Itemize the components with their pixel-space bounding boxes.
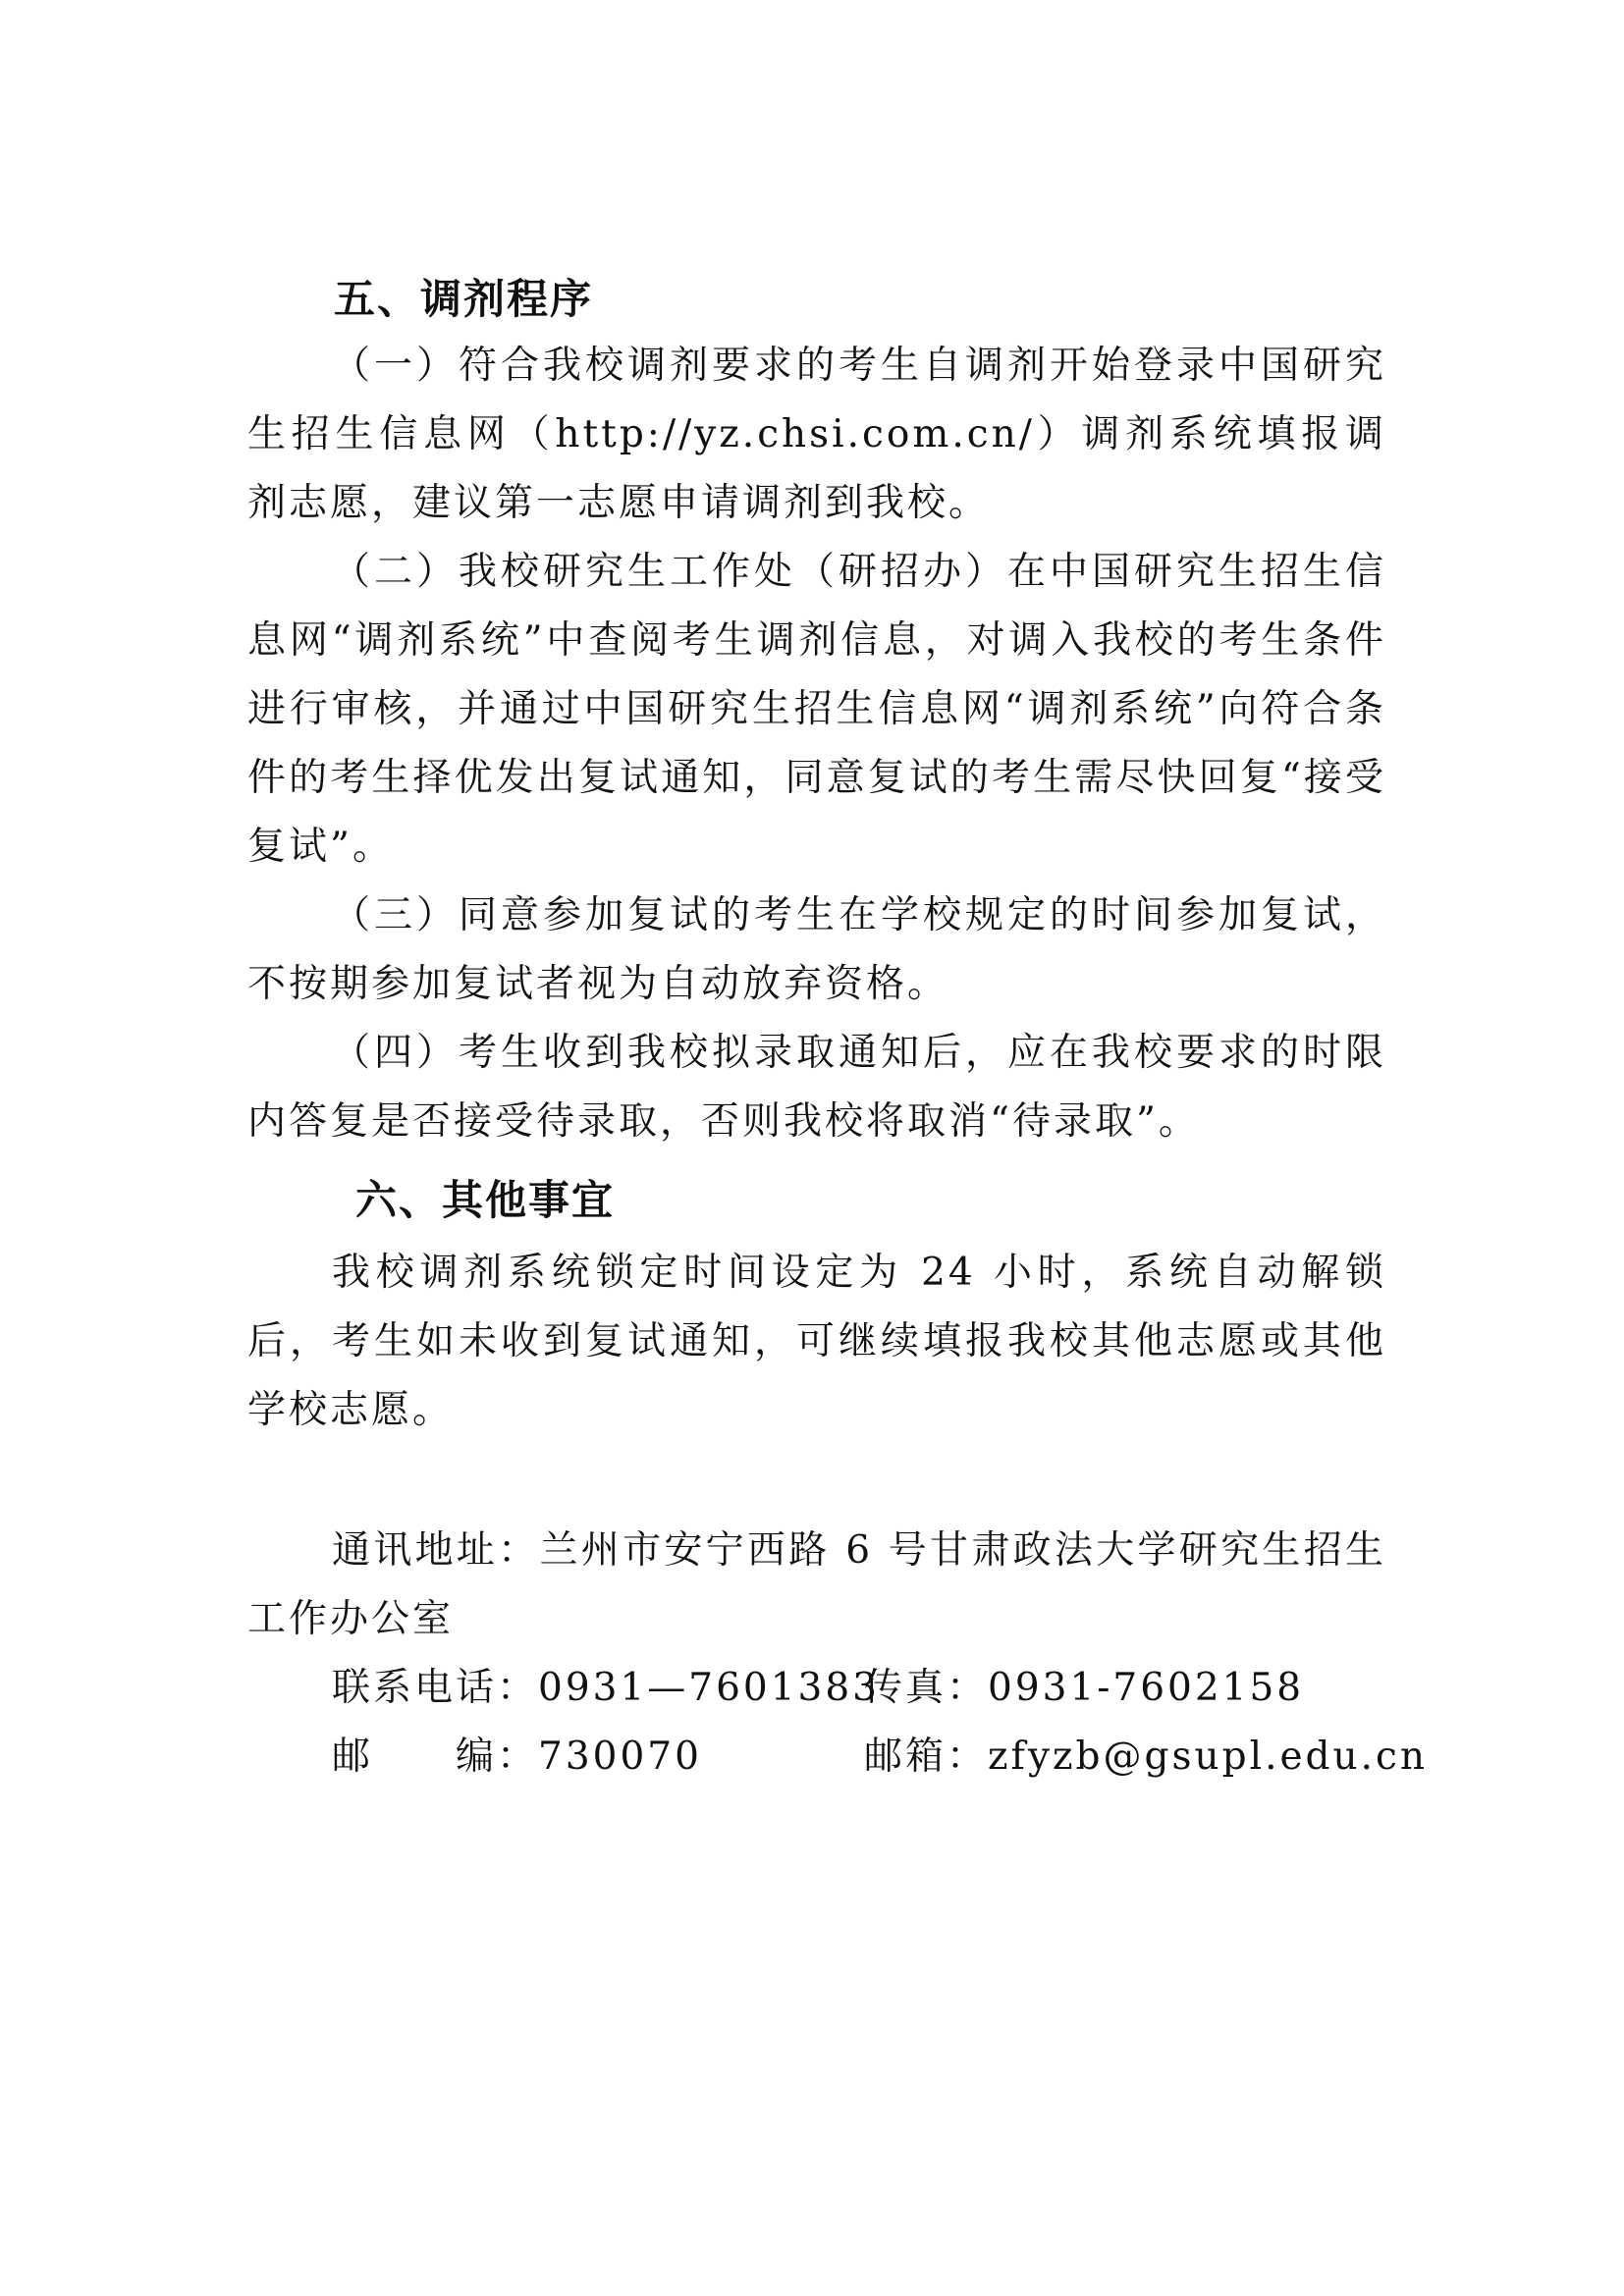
contact-fax: 传真：0931-7602158 xyxy=(864,1666,1305,1710)
paragraph-procedure-1: （一）符合我校调剂要求的考生自调剂开始登录中国研究生招生信息网（http://yz.chsi.com.cn/）调剂系统填报调剂志愿，建议第一志愿申请调剂到我校。 xyxy=(247,344,1386,525)
section-heading-adjustment-procedure: 五、调剂程序 xyxy=(334,275,594,323)
paragraph-procedure-4: （四）考生收到我校拟录取通知后，应在我校要求的时限内答复是否接受待录取，否则我校将取消“待录取”。 xyxy=(247,1031,1386,1144)
section-heading-other-matters: 六、其他事宜 xyxy=(355,1176,616,1224)
contact-address: 通讯地址：兰州市安宁西路 6 号甘肃政法大学研究生招生工作办公室 xyxy=(247,1528,1386,1641)
contact-phone: 联系电话：0931—7601383 xyxy=(332,1666,880,1710)
contact-email: 邮箱：zfyzb@gsupl.edu.cn xyxy=(864,1735,1428,1779)
contact-postcode-label: 邮 编： xyxy=(332,1735,539,1779)
paragraph-other-matters: 我校调剂系统锁定时间设定为 24 小时，系统自动解锁后，考生如未收到复试通知，可继续填报我校其他志愿或其他学校志愿。 xyxy=(247,1251,1386,1432)
contact-postcode-value: 730070 xyxy=(538,1735,702,1779)
paragraph-procedure-2: （二）我校研究生工作处（研招办）在中国研究生招生信息网“调剂系统”中查阅考生调剂信息，对调入我校的考生条件进行审核，并通过中国研究生招生信息网“调剂系统”向符合条件的考生择优发出复试通知，同意复试的考生需尽快回复“接受复试”。 xyxy=(247,550,1386,869)
paragraph-procedure-3: （三）同意参加复试的考生在学校规定的时间参加复试，不按期参加复试者视为自动放弃资格。 xyxy=(247,893,1386,1006)
contact-postcode xyxy=(332,1723,702,1791)
